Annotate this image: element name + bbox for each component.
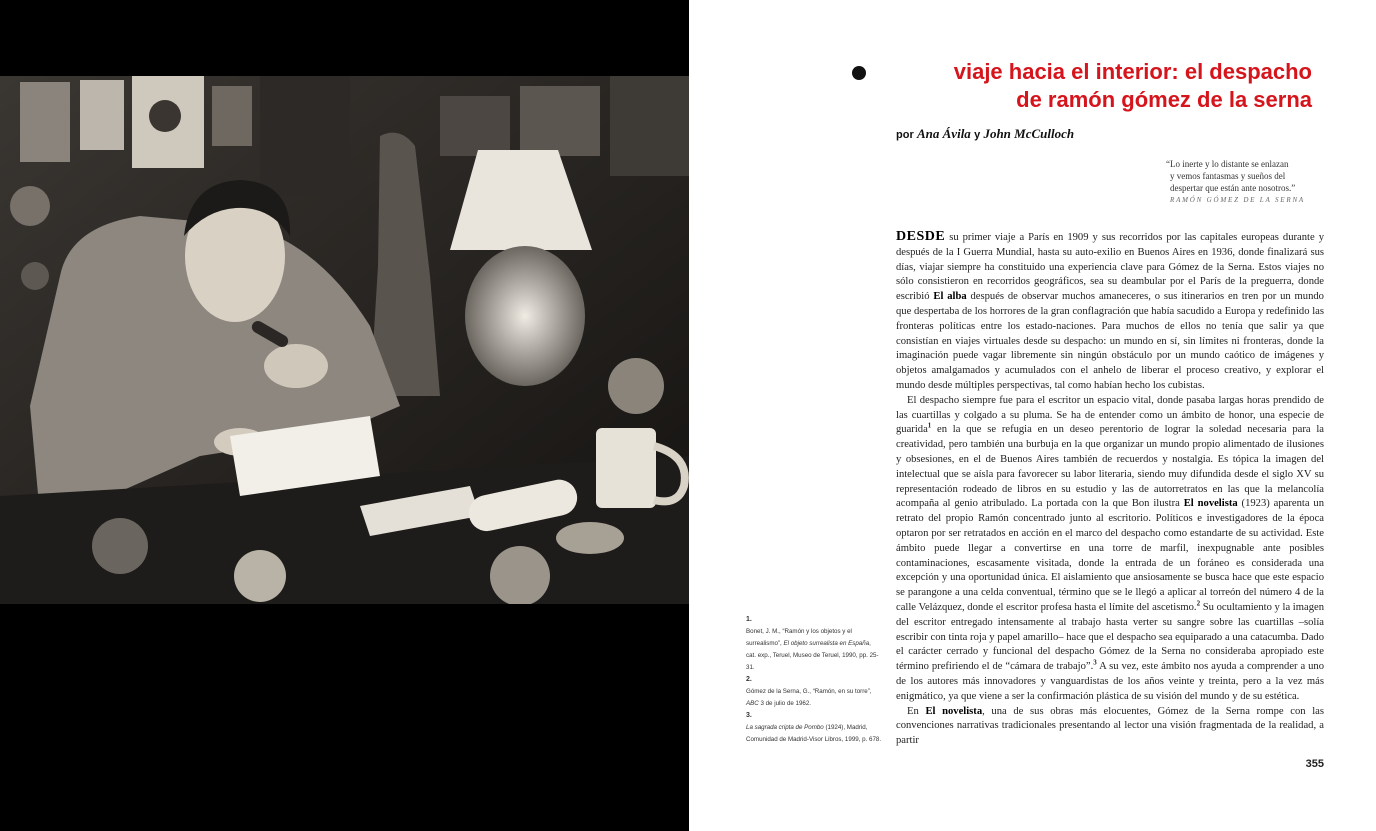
footnote-text bbox=[746, 626, 882, 674]
text-run: (1923) aparenta un retrato del propio Ramón concentrado junto al escritorio. Políticos e investigadores de la época optaron por ser retratados en acción en el marco del despacho como estandarte de su actividad. Este ámbito puede llegar a convertirse en una torre de marfil, inexpugnable ante posibles contaminaciones, escasamente visitada, donde la entrada de un foráneo es considerada una excepción y una oportunidad única. El aislamiento que ansiosamente se busca hace que este espacio se parangone a una celda conventual, término que se le llegó a aplicar al torreón del número 4 de la calle Velázquez, donde el escritor profesa hasta el límite del ascetismo. bbox=[896, 498, 1325, 613]
byline bbox=[896, 126, 1074, 142]
text-run: en la que se refugia en un deseo perentorio de lograr la soledad necesaria para la creatividad, pero también una burbuja en la que organizar un mundo propio alimentado de ilusiones y obsesiones, en el de Buenos Aires también de recuerdos y nostalgia. Es tópica la imagen del intelectual que se aísla para favorecer su labor literaria, siendo muy difundida desde el siglo XV su representación rodeado de libros en su estudio y las de autorretratos en las que la melancolía acompaña al genio atribulado. La portada con la que Bon ilustra bbox=[896, 424, 1324, 510]
text-run: , una de sus obras más elocuentes, Gómez de la Serna rompe con las convenciones narrativas tradicionales presentando al lector una visión fragmentada de la realidad, a partir bbox=[896, 705, 1324, 747]
footnote-number: 3. bbox=[746, 712, 752, 719]
dropcap-word: DESDE bbox=[896, 229, 946, 244]
epigraph-line: despertar que están ante nosotros.” bbox=[1170, 183, 1296, 193]
footnote-ref-1: 1 bbox=[927, 421, 932, 430]
epigraph bbox=[1166, 158, 1326, 206]
footnote-ref-2: 2 bbox=[1196, 599, 1201, 608]
text-run: El despacho siempre fue para el escritor un espacio vital, donde pasaba largas horas prendido de las cuartillas y colgado a su pluma. Se ha de entender como un ámbito de honor, una especie de guarida bbox=[896, 394, 1324, 436]
footnote-italic: La sagrada cripta de Pombo bbox=[746, 724, 824, 731]
article-title bbox=[860, 58, 1312, 114]
work-title-el-novelista: El novelista bbox=[1183, 498, 1238, 510]
epigraph-line: “Lo inerte y lo distante se enlazan bbox=[1166, 159, 1289, 169]
text-run: A su vez, este ámbito nos ayuda a comprender a uno de los autores más innovadores y vanguardistas de los años veinte y treinta, pero a la vez más enigmático, ya que viene a ser la confirmación plástica de su visión del mundo y de su estética. bbox=[896, 661, 1324, 702]
footnote-3 bbox=[746, 710, 882, 746]
text-run: Gómez de la Serna, G., “Ramón, en su torre”, bbox=[746, 688, 872, 695]
epigraph-attribution: RAMÓN GÓMEZ DE LA SERNA bbox=[1170, 196, 1305, 204]
footnote-text bbox=[746, 722, 882, 746]
footnotes bbox=[746, 614, 882, 746]
footnote-text bbox=[746, 686, 882, 710]
text-run: 3 de julio de 1962. bbox=[758, 700, 812, 707]
page-number: 355 bbox=[1305, 758, 1324, 770]
paragraph-1 bbox=[896, 230, 1324, 394]
footnote-italic: El objeto surrealista en España bbox=[783, 640, 870, 647]
text-run: después de observar muchos amaneceres, o sus itinerarios en tren por un mundo que despertaba de los horrores de la gran conflagración que había sacudido a Europa y redefinido las fronteras políticas entre los estado-naciones. Para muchos de ellos no tenía que salir ya que consistían en viajes virtuales desde su despacho: un mundo en sí, sin límites ni fronteras, donde la imaginación puede vagar libremente sin ningún obstáculo por un mundo caótico de imágenes y objetos amalgamados y acumulados con el anhelo de liberar el proceso creativo, y explorar el mundo desde múltiples perspectivas, tal como habían hecho los cubistas. bbox=[896, 291, 1324, 391]
footnote-ref-3: 3 bbox=[1093, 658, 1097, 667]
epigraph-line: y vemos fantasmas y sueños del bbox=[1170, 171, 1286, 181]
text-run: (1924), Madrid, Comunidad de Madrid-Visor Libros, 1999, p. 678. bbox=[746, 724, 882, 743]
byline-and: y bbox=[974, 129, 981, 141]
title-line-1: viaje hacia el interior: el despacho bbox=[953, 59, 1312, 84]
text-run: su primer viaje a París en 1909 y sus recorridos por las capitales europeas durante y después de la I Guerra Mundial, hasta su auto-exilio en Buenos Aires en 1936, donde finalizará sus días, viajar siempre ha constituido una experiencia clave para Gómez de la Serna. Estos viajes no sólo consistieron en recorridos geográficos, sea su deambular por el París de la preguerra, donde escribió bbox=[896, 232, 1324, 303]
footnote-italic: ABC bbox=[746, 700, 759, 707]
author-1: Ana Ávila bbox=[916, 126, 971, 141]
work-title-el-novelista: El novelista bbox=[925, 705, 983, 717]
footnote-2 bbox=[746, 674, 882, 710]
text-run: , cat. exp., Teruel, Museo de Teruel, 1990, pp. 25-31. bbox=[746, 640, 879, 671]
byline-por: por bbox=[896, 129, 914, 141]
writer-at-desk-photo bbox=[0, 76, 689, 604]
footnote-number: 1. bbox=[746, 616, 752, 623]
footnote-number: 2. bbox=[746, 676, 752, 683]
text-run: Bonet, J. M., “Ramón y los objetos y el surrealismo”, bbox=[746, 628, 852, 647]
paragraph-2 bbox=[896, 394, 1324, 705]
text-run: Su ocultamiento y la imagen del escritor entregado intensamente al trabajo hasta verter su sangre sobre las cuartillas –solía escribir con tinta roja y papel amarillo– hace que el despacho sea equiparado a una catacumba. Dado el carácter cerrado y funcional del despacho Gómez de la Serna no consideraba apropiado este término prefiriendo el de “cámara de trabajo”. bbox=[896, 601, 1324, 673]
author-2: John McCulloch bbox=[983, 126, 1075, 141]
title-line-2: de ramón gómez de la serna bbox=[1016, 87, 1312, 112]
work-title-el-alba: El alba bbox=[933, 291, 967, 303]
footnote-1 bbox=[746, 614, 882, 674]
article-body bbox=[896, 230, 1324, 749]
paragraph-3 bbox=[896, 705, 1324, 749]
text-run: En bbox=[907, 705, 926, 717]
